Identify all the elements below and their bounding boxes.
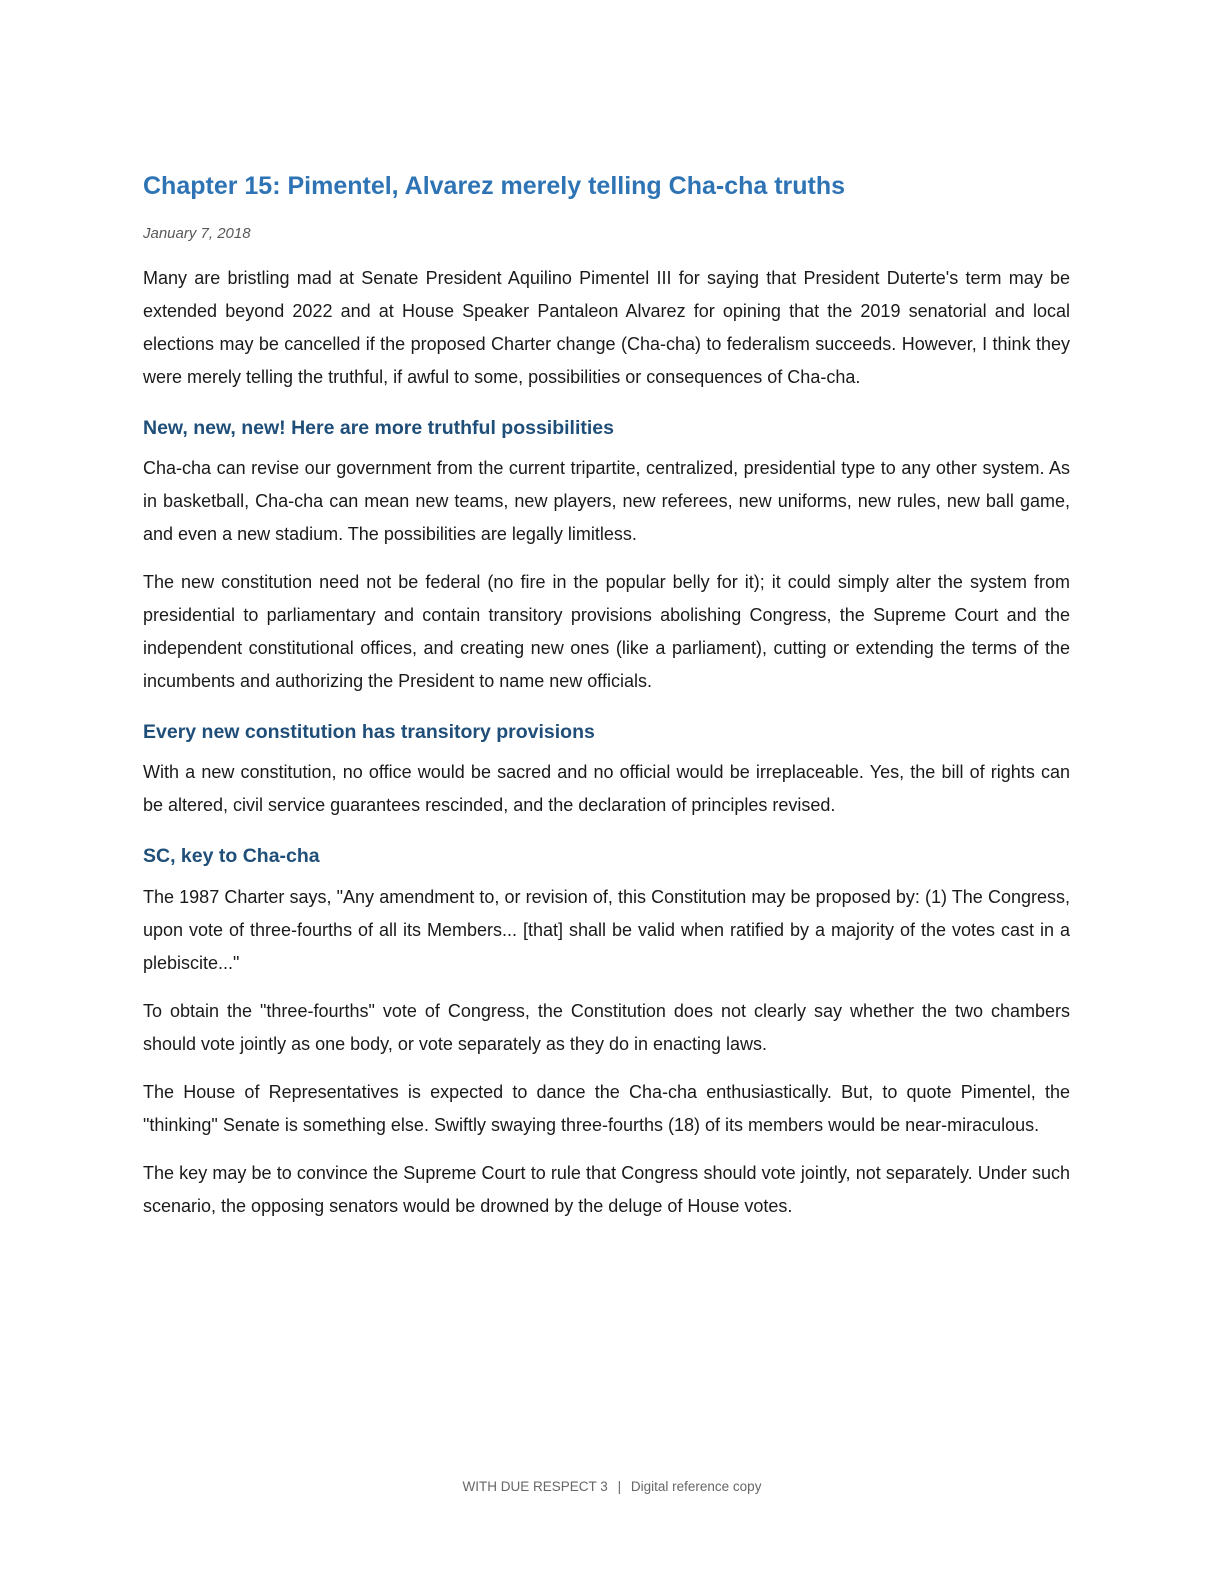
body-paragraph: The key may be to convince the Supreme Court to rule that Congress should vote jointly, not separately. Under such scenario, the opposing senators would be drowned by the deluge of House votes. [143, 1162, 1070, 1216]
chapter-title: Chapter 15: Pimentel, Alvarez merely telling Cha-cha truths [143, 172, 846, 200]
body-paragraph: The new constitution need not be federal (no fire in the popular belly for it); it could simply alter the system from presidential to parliamentary and contain transitory provisions abolishing Congress, the Supreme Court and the independent constitutional offices, and creating new ones (like a parliament), cutting or extending the terms of the incumbents and authorizing the President to name new officials. [143, 571, 1070, 691]
section-heading-transitory-provisions: Every new constitution has transitory provisions [143, 720, 595, 743]
body-paragraph: With a new constitution, no office would be sacred and no official would be irreplaceable. Yes, the bill of rights can be altered, civil service guarantees rescinded, and the declaration of principles revised. [143, 762, 1070, 816]
body-paragraph: The 1987 Charter says, "Any amendment to, or revision of, this Constitution may be proposed by: (1) The Congress, upon vote of three-fourths of all its Members... [that] shall be valid when ratified by a majority of the votes cast in a plebiscite..." [143, 886, 1070, 973]
footer-separator: | [617, 1479, 622, 1494]
footer-book-title: WITH DUE RESPECT 3 [462, 1479, 608, 1494]
body-paragraph: Cha-cha can revise our government from the current tripartite, centralized, presidential type to any other system. As in basketball, Cha-cha can mean new teams, new players, new referees, new uniforms, new rules, new ball game, and even a new stadium. The possibilities are legally limitless. [143, 457, 1070, 544]
footer-note: Digital reference copy [630, 1479, 762, 1494]
page-footer [0, 1479, 1224, 1494]
body-paragraph: To obtain the "three-fourths" vote of Congress, the Constitution does not clearly say whether the two chambers should vote jointly as one body, or vote separately as they do in enacting laws. [143, 1000, 1070, 1054]
publication-date: January 7, 2018 [143, 224, 251, 242]
section-heading-sc-key: SC, key to Cha-cha [143, 845, 320, 868]
intro-paragraph: Many are bristling mad at Senate President Aquilino Pimentel III for saying that President Duterte's term may be extended beyond 2022 and at House Speaker Pantaleon Alvarez for opining that the 2019 senatorial and local elections may be cancelled if the proposed Charter change (Cha-cha) to federalism succeeds. However, I think they were merely telling the truthful, if awful to some, possibilities or consequences of Cha-cha. [143, 267, 1070, 387]
section-heading-new-possibilities: New, new, new! Here are more truthful possibilities [143, 416, 614, 439]
body-paragraph: The House of Representatives is expected to dance the Cha-cha enthusiastically. But, to quote Pimentel, the "thinking" Senate is something else. Swiftly swaying three-fourths (18) of its members would be near-miraculous. [143, 1081, 1070, 1135]
document-page [143, 170, 1070, 1238]
